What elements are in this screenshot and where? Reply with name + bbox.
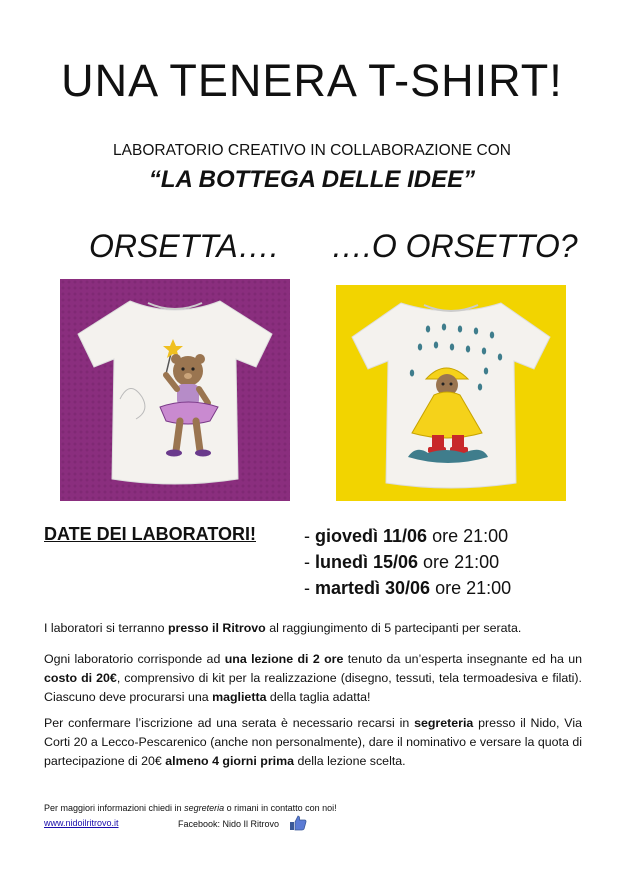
paragraph-registration xyxy=(44,714,582,771)
date-day: lunedì 15/06 xyxy=(315,552,419,572)
date-time: ore 21:00 xyxy=(418,552,500,572)
text-bold: segreteria xyxy=(414,716,474,730)
date-row xyxy=(304,579,511,597)
text-bold: una lezione di 2 ore xyxy=(224,652,344,666)
date-day: martedì 30/06 xyxy=(315,578,431,598)
text: o rimani in contatto con noi! xyxy=(224,803,337,813)
date-time: ore 21:00 xyxy=(430,578,512,598)
text: , comprensivo di kit per la realizzazione (disegno, tessuti, tela termoadesiva e filati). Ciascuno deve procurarsi una xyxy=(44,671,582,704)
partner-name: “LA BOTTEGA DELLE IDEE” xyxy=(148,166,476,193)
text-bold: maglietta xyxy=(212,690,267,704)
thumbs-up-icon[interactable] xyxy=(289,815,307,831)
text: Per maggiori informazioni chiedi in xyxy=(44,803,185,813)
text: I laboratori si terranno xyxy=(44,621,168,635)
subtitle: LABORATORIO CREATIVO IN COLLABORAZIONE CON xyxy=(113,142,511,159)
orsetta-tshirt-photo xyxy=(60,279,290,501)
date-row xyxy=(304,527,508,545)
dates-heading: DATE DEI LABORATORI! xyxy=(44,524,256,544)
paragraph-location xyxy=(44,619,582,638)
orsetto-tshirt-photo xyxy=(336,285,566,501)
text: al raggiungimento di 5 partecipanti per serata. xyxy=(265,621,522,635)
date-time: ore 21:00 xyxy=(427,526,509,546)
caption-orsetta: ORSETTA…. xyxy=(89,228,279,264)
website-link[interactable]: www.nidoilritrovo.it xyxy=(44,818,119,828)
text: tenuto da un’esperta insegnante ed ha un xyxy=(343,652,582,666)
text-bold: presso il Ritrovo xyxy=(167,621,266,635)
paragraph-cost xyxy=(44,650,582,707)
date-row xyxy=(304,553,499,571)
text-bold: almeno 4 giorni prima xyxy=(165,754,295,768)
caption-orsetto: ….O ORSETTO? xyxy=(331,228,578,264)
text-italic: segreteria xyxy=(184,803,225,813)
date-prefix: - xyxy=(304,578,315,598)
text: Per confermare l’iscrizione ad una serata è necessario recarsi in xyxy=(44,716,415,730)
text: della taglia adatta! xyxy=(266,690,371,704)
date-prefix: - xyxy=(304,552,315,572)
text: della lezione scelta. xyxy=(294,754,406,768)
date-day: giovedì 11/06 xyxy=(315,526,428,546)
text: presso il Nido, Via Corti 20 a Lecco-Pescarenico (anche non personalmente), dare il nominativo e versare la quota di partecipazione di 20€ xyxy=(44,716,582,768)
page-title: UNA TENERA T-SHIRT! xyxy=(61,55,563,106)
facebook-label: Facebook: Nido Il Ritrovo xyxy=(178,819,280,829)
date-prefix: - xyxy=(304,526,315,546)
text-bold: costo di 20€ xyxy=(44,671,117,685)
footer-info xyxy=(44,804,337,813)
text: Ogni laboratorio corrisponde ad xyxy=(44,652,225,666)
